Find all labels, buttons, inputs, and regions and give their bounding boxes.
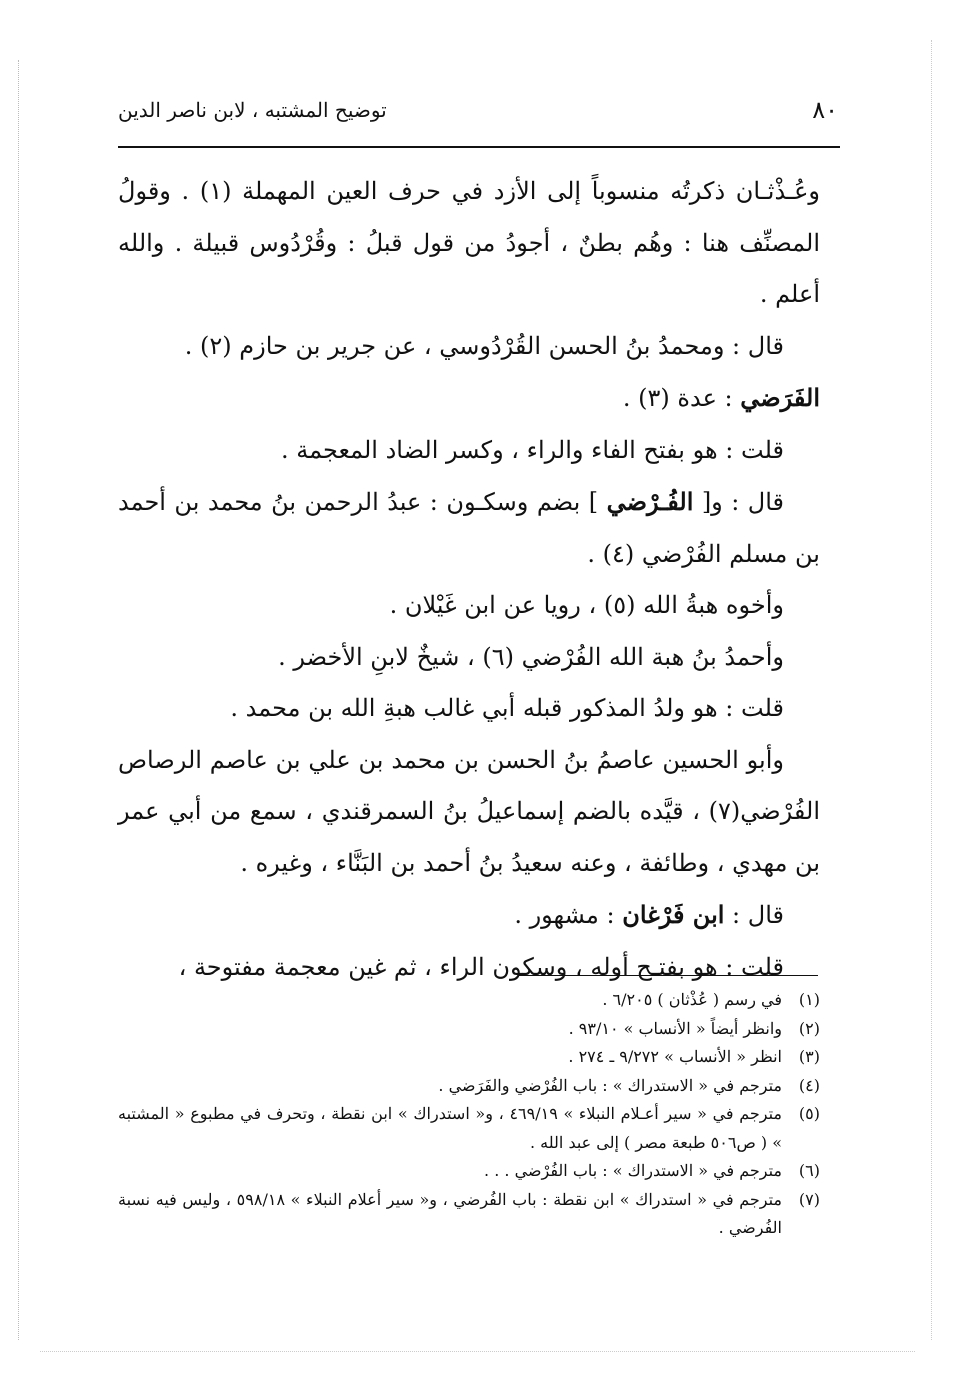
footnote-text: مترجم في « الاستدراك » : باب الفُرْضي والفَرَضي . [438, 1075, 782, 1095]
footnote-item [118, 1186, 820, 1243]
paragraph-5 [118, 476, 820, 580]
paragraph-10 [118, 889, 820, 942]
footnote-text: وانظر أيضاً « الأنساب » ٩٣/١٠ . [568, 1018, 782, 1038]
footnote-number: (٢) [798, 1018, 820, 1038]
entry-text: : عدة (٣) . [622, 384, 741, 412]
footnote-number: (١) [798, 990, 820, 1009]
footnote-separator [518, 975, 818, 976]
entry-heading: الفَرَضي [740, 383, 820, 412]
paragraph-4: قلت : هو بفتح الفاء والراء ، وكسر الضاد المعجمة . [281, 435, 784, 464]
footnote-number: (٥) [798, 1104, 820, 1123]
footnote-text: في رسم ( عُذْثان ) ٦/٢٠٥ . [602, 990, 782, 1009]
page-header [118, 96, 838, 132]
footnote-number: (٤) [798, 1075, 820, 1095]
scan-edge-left [18, 60, 20, 1340]
paragraph-7: وأحمدُ بنُ هبة الله الفُرْضي (٦) ، شيخٌ لابنِ الأخضر . [278, 642, 784, 671]
footnote-text: مترجم في « سير أعـلام النبلاء » ٤٦٩/١٩ ، و« استدراك » ابن نقطة ، وتحرف في مطبوع « المشتبه » ( ص٥٠٦ طبعة مصر ) إلى عبد الله . [118, 1104, 782, 1152]
scan-edge-bottom [40, 1351, 915, 1353]
scan-edge-right [931, 40, 933, 1340]
header-rule [118, 146, 840, 148]
entry-prefix: قال : [724, 901, 784, 929]
paragraph-8: قلت : هو ولدُ المذكور قبله أبي غالب هبةِ الله بن محمد . [230, 694, 784, 722]
entry-text: ] بضم وسكـون : عبدُ الرحمن بنُ محمد بن أحمد بن مسلم الفُرْضي (٤) . [118, 488, 820, 568]
paragraph-3 [118, 372, 820, 425]
paragraph-9: وأبو الحسين عاصمُ بنُ الحسن بن محمد بن علي بن عاصم الرصاص الفُرْضي(٧) ، قيَّده بالضم إسماعيلُ بنُ السمرقندي ، سمع من أبي عمر بن مهدي ، وطائفة ، وعنه سعيدُ بنُ أحمد بن البَنَّاء ، وغيره . [118, 745, 820, 877]
footnote-number: (٧) [798, 1189, 820, 1209]
footnote-item [118, 986, 820, 1015]
paragraph-6: وأخوه هبةُ الله (٥) ، رويا عن ابن غَيْلان . [389, 591, 784, 619]
footnote-text: انظر « الأنساب » ٩/٢٧٢ ـ ٢٧٤ . [568, 1047, 782, 1066]
footnote-item [118, 1157, 820, 1186]
page-number: ٨٠ [812, 96, 838, 124]
paragraph-11: قلت : هو بفتـح أوله ، وسكون الراء ، ثم غين معجمة مفتوحة ، [178, 952, 784, 981]
footnote-item [118, 1015, 820, 1044]
paragraph-1: وعُـذْثـان ذكرتُه منسوباً إلى الأزد في حرف العين المهملة (١) . وقولُ المصنِّف هنا : وهُم بطنٌ ، أجودُ من قول قبلُ : وقُرْدُوس قبيلة . والله أعلم . [118, 177, 820, 308]
footnote-number: (٣) [798, 1047, 820, 1066]
entry-text: : مشهور . [514, 901, 623, 929]
footnote-item [118, 1100, 820, 1157]
footnote-text: مترجم في « استدراك » ابن نقطة : باب الفُرضي ، و« سير أعلام النبلاء » ٥٩٨/١٨ ، وليس فيه نسبة الفُرضي . [118, 1189, 783, 1237]
footnote-item [118, 1072, 820, 1101]
running-title: توضيح المشتبه ، لابن ناصر الدين [118, 98, 387, 122]
main-text [118, 166, 820, 993]
footnote-item [118, 1043, 820, 1072]
footnote-number: (٦) [798, 1161, 820, 1180]
entry-prefix: قال : و[ [693, 488, 784, 516]
entry-heading: الفُـرْضي [606, 487, 694, 516]
entry-heading: ابن فَرْغان [622, 900, 725, 929]
footnotes [118, 986, 820, 1243]
footnote-text: مترجم في « الاستدراك » : باب الفُرْضي . . . [484, 1161, 782, 1180]
paragraph-2: قال : ومحمدُ بنُ الحسن القُرْدُوسي ، عن جرير بن حازم (٢) . [184, 331, 784, 360]
